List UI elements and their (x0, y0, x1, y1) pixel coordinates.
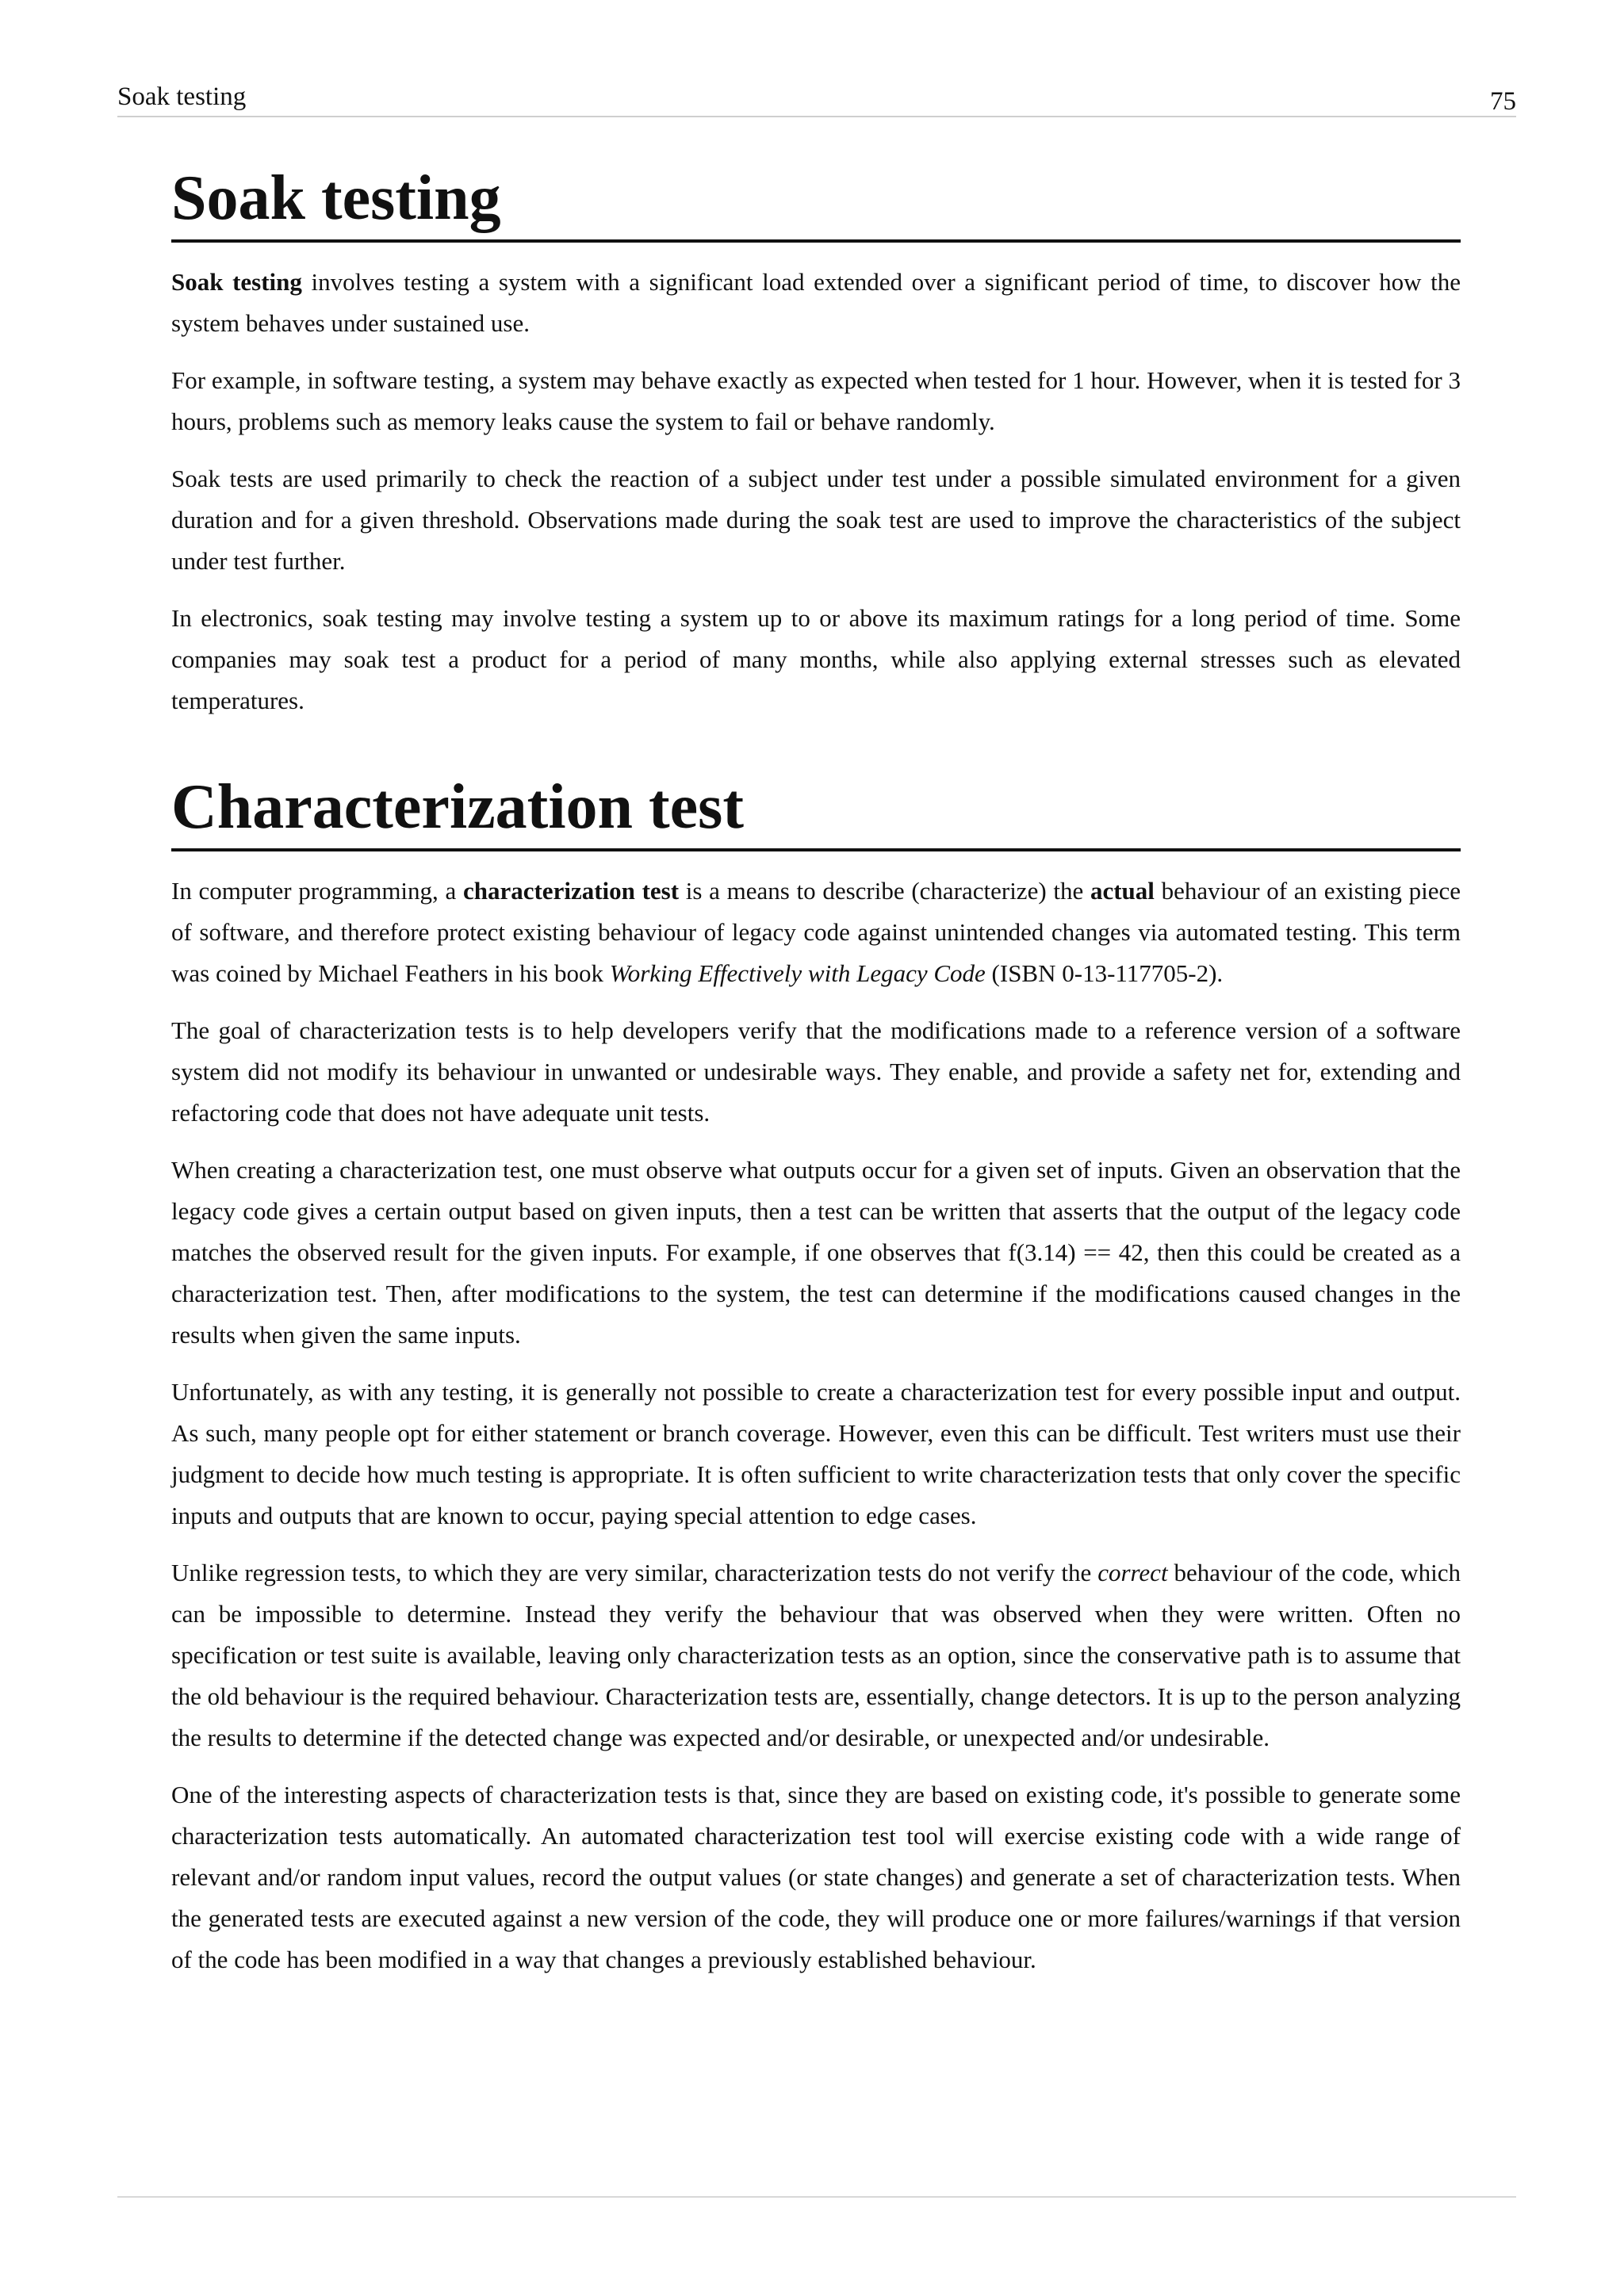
paragraph-text: involves testing a system with a significant load extended over a significant period of time, to discover how the system behaves under sustained use. (171, 268, 1461, 337)
footer-rule (117, 2196, 1516, 2198)
paragraph: In electronics, soak testing may involve testing a system up to or above its maximum ratings for a long period of time. Some companies may soak test a product for a period of many months, while also applying external stresses such as elevated temperatures. (171, 604, 1461, 714)
paragraph: One of the interesting aspects of characterization tests is that, since they are based on existing code, it's possible to generate some characterization tests automatically. An automated characterization test tool will exercise existing code with a wide range of relevant and/or random input values, record the output values (or state changes) and generate a set of characterization tests. When the generated tests are executed against a new version of the code, they will produce one or more failures/warnings if that version of the code has been modified in a way that changes a previously established behaviour. (171, 1781, 1461, 1973)
paragraph-text: behaviour of an existing piece of software, and therefore protect existing behaviour of legacy code against unintended changes via automated testing. This term was coined by Michael Feathers in his book (171, 877, 1461, 987)
paragraph (171, 1552, 1461, 1758)
paragraph: Unfortunately, as with any testing, it is generally not possible to create a characterization test for every possible input and output. As such, many people opt for either statement or branch coverage. However, even this can be difficult. Test writers must use their judgment to decide how much testing is appropriate. It is often sufficient to write characterization tests that only cover the specific inputs and outputs that are known to occur, paying special attention to edge cases. (171, 1378, 1461, 1529)
paragraph-text: In computer programming, a (171, 877, 463, 905)
paragraph: When creating a characterization test, one must observe what outputs occur for a given set of inputs. Given an observation that the legacy code gives a certain output based on given inputs, then a test can be written that asserts that the output of the legacy code matches the observed result for the given inputs. For example, if one observes that f(3.14) == 42, then this could be created as a characterization test. Then, after modifications to the system, the test can determine if the modifications caused changes in the results when given the same inputs. (171, 1156, 1461, 1349)
book-title: Working Effectively with Legacy Code (609, 959, 986, 987)
emphasis-italic: correct (1097, 1559, 1168, 1586)
section-title-characterization-test: Characterization test (171, 767, 1461, 851)
article-content (171, 159, 1461, 1980)
running-header (117, 76, 1516, 117)
paragraph-text: (ISBN 0-13-117705-2). (985, 959, 1224, 987)
emphasis-bold: actual (1090, 877, 1155, 905)
term-bold: characterization test (462, 877, 680, 905)
paragraph-text: behaviour of the code, which can be impossible to determine. Instead they verify the behaviour that was observed when they were written. Often no specification or test suite is available, leaving only characterization tests as an option, since the conservative path is to assume that the old behaviour is the required behaviour. Characterization tests are, essentially, change detectors. It is up to the person analyzing the results to determine if the detected change was expected and/or desirable, or unexpected and/or undesirable. (171, 1559, 1461, 1751)
section-title-soak-testing: Soak testing (171, 159, 1461, 243)
section-characterization-test (171, 767, 1461, 1980)
paragraph (171, 262, 1461, 344)
paragraph: The goal of characterization tests is to help developers verify that the modifications made to a reference version of a software system did not modify its behaviour in unwanted or undesirable ways. They enable, and provide a safety net for, extending and refactoring code that does not have adequate unit tests. (171, 1016, 1461, 1127)
section-soak-testing (171, 159, 1461, 721)
paragraph: For example, in software testing, a system may behave exactly as expected when tested for 1 hour. However, when it is tested for 3 hours, problems such as memory leaks cause the system to fail or behave randomly. (171, 366, 1461, 435)
paragraph (171, 871, 1461, 994)
paragraph-text: Unlike regression tests, to which they are very similar, characterization tests do not verify the (171, 1559, 1098, 1586)
paragraph: Soak tests are used primarily to check the reaction of a subject under test under a possible simulated environment for a given duration and for a given threshold. Observations made during the soak test are used to improve the characteristics of the subject under test further. (171, 465, 1461, 575)
running-title: Soak testing (117, 82, 247, 111)
page-number: 75 (1490, 87, 1516, 116)
term-bold: Soak testing (171, 268, 302, 296)
paragraph-text: is a means to describe (characterize) the (679, 877, 1090, 905)
